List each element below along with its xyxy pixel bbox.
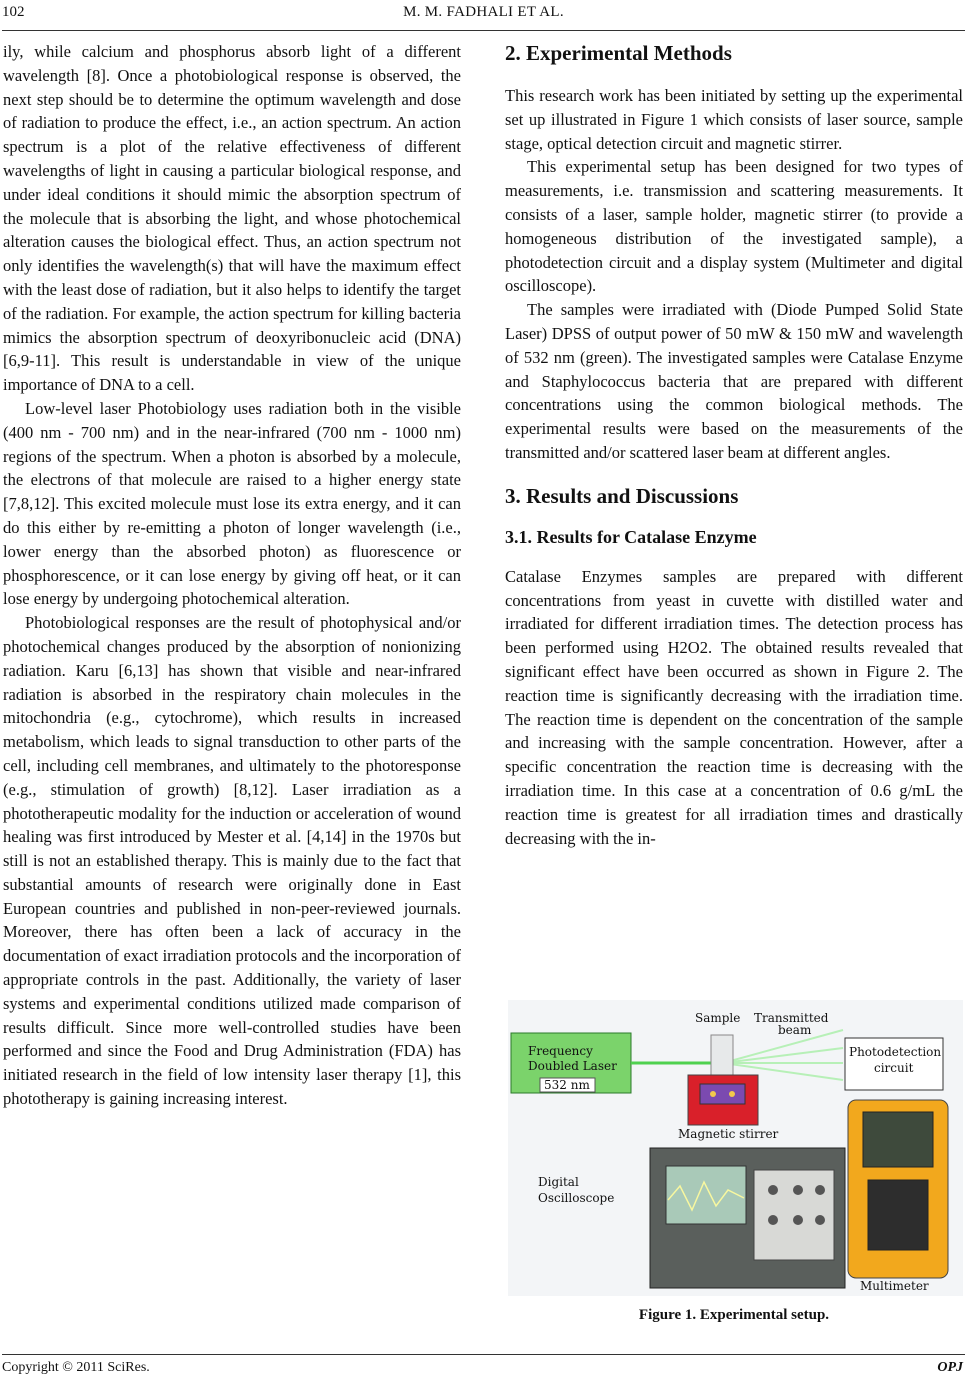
right-column [505, 40, 963, 850]
left-column [3, 40, 461, 1111]
multimeter-label: Multimeter [860, 1279, 929, 1293]
journal-abbrev: OPJ [937, 1360, 963, 1375]
multimeter-screen [863, 1112, 933, 1167]
oscilloscope-knob [793, 1215, 803, 1225]
section-heading-2: 2. Experimental Methods [505, 41, 732, 65]
page-number: 102 [2, 4, 25, 20]
photodetection-label-line1: Photodetection [849, 1045, 942, 1059]
transmitted-beam [723, 1048, 843, 1063]
oscilloscope-knob [815, 1185, 825, 1195]
paragraph: This research work has been initiated by setting up the experimental set up illustrated in Figure 1 which consists of laser source, sample stage, optical detection circuit and magnetic stirrer. [505, 86, 963, 153]
photodetection-label-line2: circuit [874, 1061, 914, 1075]
oscilloscope-knob [793, 1185, 803, 1195]
experimental-setup-figure [508, 1000, 963, 1296]
paragraph: This experimental setup has been designed for two types of measurements, i.e. transmission and scattering measurements. It consists of a laser, sample holder, magnetic stirrer (to provide a homogeneous distribution of the investigated sample), a photodetection circuit and a display system (Multimeter and digital oscilloscope). [505, 157, 963, 296]
laser-label-line1: Frequency [528, 1044, 593, 1058]
wavelength-label: 532 nm [544, 1078, 590, 1092]
sample-label: Sample [695, 1011, 741, 1025]
laser-label-line2: Doubled Laser [528, 1059, 617, 1073]
copyright: Copyright © 2011 SciRes. [2, 1360, 150, 1375]
paragraph: Low-level laser Photobiology uses radiation both in the visible (400 nm - 700 nm) and in the near-infrared (700 nm - 1000 nm) regions of the spectrum. When a photon is absorbed by a molecule, the electrons of that molecule are raised to a higher energy state [7,8,12]. This excited molecule must lose its extra energy, and it can do this either by re-emitting a photon of longer wavelength (i.e., lower energy than the absorbed photon) as fluorescence or phosphorescence, or it can lose energy by giving off heat, or it can lose energy by undergoing photochemical alteration. [3, 398, 461, 609]
header-rule [2, 30, 965, 31]
oscilloscope-screen [666, 1166, 746, 1224]
stirrer-knob [729, 1091, 735, 1097]
transmitted-label-line2: beam [778, 1023, 812, 1037]
oscilloscope-knob [768, 1215, 778, 1225]
stirrer-panel [700, 1084, 745, 1104]
page-header [0, 4, 967, 24]
paragraph: ily, while calcium and phosphorus absorb light of a different wavelength [8]. Once a photobiological response is observed, the next step should be to determine the optimum wavelength and dose of radiation to produce the effect, i.e., an action spectrum. An action spectrum is a plot of the relative effectiveness of different wavelengths of light in causing a particular biological response, and under ideal conditions it should mimic the absorption spectrum of the molecule that is absorbing the light, and whose photochemical alteration causes the biological effect. Thus, an action spectrum not only identifies the wavelength(s) that will have the maximum effect with the least dose of radiation, but it also helps to identify the target of the radiation. For example, the action spectrum for killing bacteria mimics the absorption spectrum of deoxyribonucleic acid (DNA) [6,9-11]. This result is understandable in view of the unique importance of DNA to a cell. [3, 42, 461, 395]
footer-rule [2, 1354, 965, 1355]
oscilloscope-controls [754, 1170, 834, 1260]
oscilloscope-label-line2: Oscilloscope [538, 1191, 615, 1205]
subsection-heading-3-1: 3.1. Results for Catalase Enzyme [505, 526, 757, 547]
oscilloscope-knob [815, 1215, 825, 1225]
setup-diagram [508, 1000, 963, 1296]
oscilloscope-label-line1: Digital [538, 1175, 579, 1189]
oscilloscope-knob [768, 1185, 778, 1195]
paragraph: Photobiological responses are the result of photophysical and/or photochemical changes produced by the absorption of nonionizing radiation. Karu [6,13] has shown that visible and near-infrared radiation is absorbed in the respiratory chain molecules in the mitochondria (e.g., cytochrome), which results in increased metabolism, which leads to signal transduction to other parts of the cell, including cell membranes, and ultimately to the photoresponse (e.g., stimulation of growth) [8,12]. Laser irradiation as a phototherapeutic modality for the induction or acceleration of wound healing was first introduced by Mester et al. [4,14] in the 1970s but still is not an established therapy. This is mainly due to the fact that substantial amounts of research were originally done in East European countries and published in non-peer-reviewed journals. Moreover, there has often been a lack of accuracy in the documentation of exact irradiation protocols and the incorporation of appropriate controls in the past. Additionally, the variety of laser systems and experimental conditions utilized made comparison of results difficult. Since more well-controlled studies have been performed and since the Food and Drug Administration (FDA) has initiated research in the field of low intensity laser therapy [1], this phototherapy is gaining increasing interest. [3, 613, 461, 1109]
transmitted-label-line1: Transmitted [754, 1011, 829, 1025]
section-heading-3: 3. Results and Discussions [505, 483, 739, 508]
stirrer-label: Magnetic stirrer [678, 1127, 779, 1141]
paragraph: Catalase Enzymes samples are prepared with different concentrations from yeast in cuvette with distilled water and irradiated for different irradiation times. The detection process has been performed using H2O2. The obtained results revealed that significant effect have been occurred as shown in Figure 2. The reaction time is significantly decreasing with the irradiation time. The reaction time is dependent on the concentration of the sample and increasing with the sample concentration. However, after a specific concentration the reaction time is decreasing with the irradiation time. In this case at a concentration of 0.6 g/mL the reaction time is greatest for all irradiation times and drastically decreasing with the in- [505, 566, 963, 848]
paragraph: The samples were irradiated with (Diode Pumped Solid State Laser) DPSS of output power of 50 mW & 150 mW and wavelength of 532 nm (green). The investigated samples were Catalase Enzyme and Staphylococcus bacteria that are prepared with different concentrations using the common biological methods. The experimental results were based on the measurements of the transmitted and/or scattered laser beam at different angles. [505, 300, 963, 462]
running-authors: M. M. FADHALI ET AL. [403, 4, 564, 20]
stirrer-knob [710, 1091, 716, 1097]
multimeter-keypad [868, 1180, 928, 1250]
figure-caption: Figure 1. Experimental setup. [638, 1307, 830, 1323]
